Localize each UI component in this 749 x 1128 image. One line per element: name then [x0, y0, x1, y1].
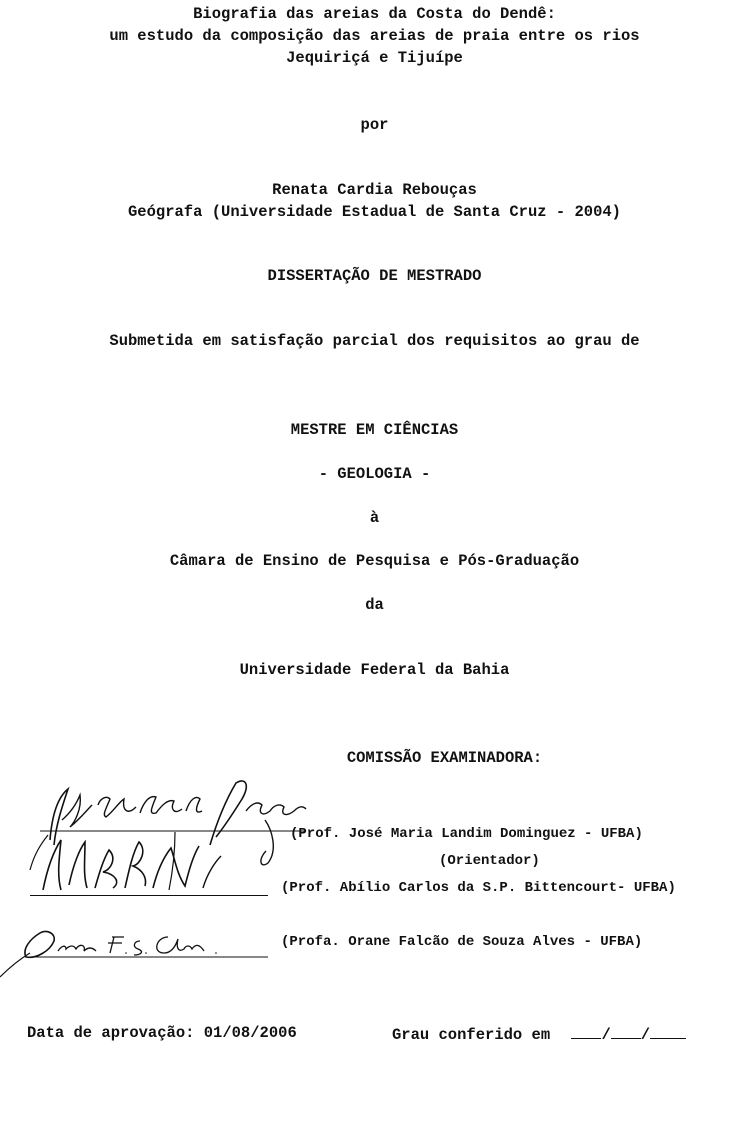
to-label: à [369, 509, 380, 527]
author-credential: Geógrafa (Universidade Estadual de Santa Cruz - 2004) [128, 203, 621, 221]
degree-field: - GEOLOGIA - [318, 465, 431, 483]
submission-statement: Submetida em satisfação parcial dos requisitos ao grau de [109, 332, 640, 350]
degree-conferred-label: Grau conferido em [392, 1026, 551, 1044]
author-name: Renata Cardia Rebouças [272, 181, 477, 199]
degree-conferred-line [392, 1024, 686, 1044]
signature-2-graphic [25, 830, 285, 900]
chamber-name: Câmara de Ensino de Pesquisa e Pós-Graduação [169, 552, 580, 570]
committee-member-1-role: (Orientador) [439, 853, 540, 869]
conferred-day-blank [571, 1024, 601, 1039]
degree-title: MESTRE EM CIÊNCIAS [290, 421, 459, 439]
document-type: DISSERTAÇÃO DE MESTRADO [267, 267, 482, 285]
signature-line-2 [30, 895, 268, 896]
approval-date: Data de aprovação: 01/08/2006 [27, 1024, 297, 1042]
title-line-2: um estudo da composição das areias de praia entre os rios [109, 27, 640, 45]
date-separator-1: / [601, 1026, 611, 1044]
committee-heading: COMISSÃO EXAMINADORA: [346, 749, 543, 767]
of-label: da [365, 596, 384, 614]
conferred-month-blank [611, 1024, 641, 1039]
committee-member-3: (Profa. Orane Falcão de Souza Alves - UFBA) [281, 934, 643, 950]
by-label: por [360, 116, 389, 134]
title-line-3: Jequiriçá e Tijuípe [286, 49, 463, 67]
date-separator-2: / [640, 1026, 651, 1044]
committee-member-2: (Prof. Abílio Carlos da S.P. Bittencourt- UFBA) [281, 880, 676, 896]
signature-3-graphic [0, 915, 270, 985]
university-name: Universidade Federal da Bahia [239, 661, 510, 679]
committee-member-1: (Prof. José Maria Landim Dominguez - UFBA) [290, 826, 643, 842]
conferred-year-blank [650, 1024, 686, 1039]
title-line-1: Biografia das areias da Costa do Dendê: [193, 5, 556, 23]
